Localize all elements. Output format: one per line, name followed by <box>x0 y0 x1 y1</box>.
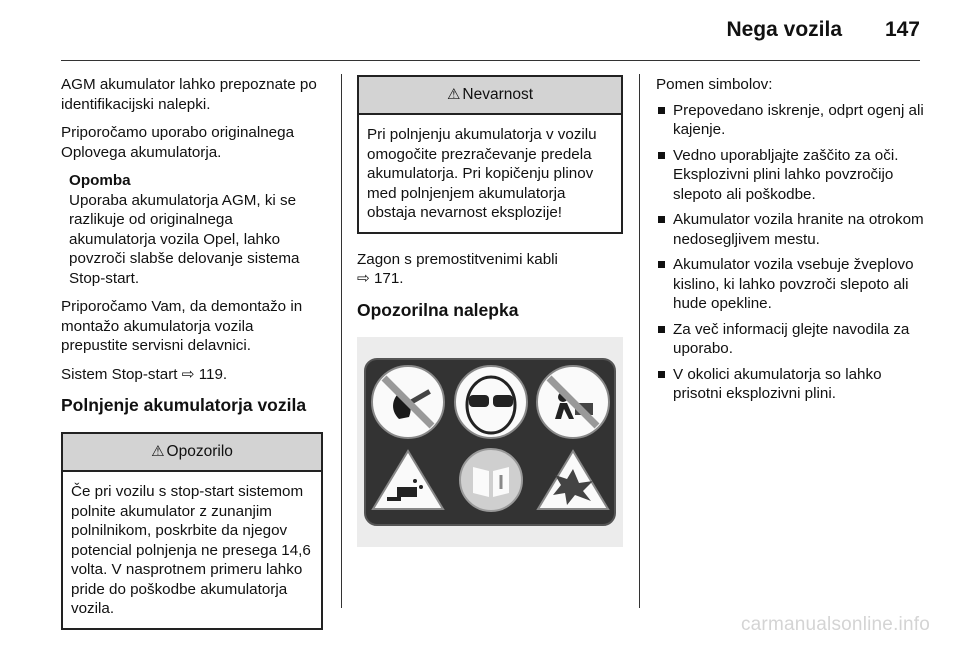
list-item: Prepovedano iskrenje, odprt ogenj ali kajenje. <box>656 101 924 140</box>
paragraph-agm-identify: AGM akumulator lahko prepoznate po identifikacijski nalepki. <box>61 76 317 113</box>
warning-box-header <box>63 434 321 472</box>
page-number: 147 <box>884 18 920 41</box>
page-reference-link[interactable]: 119. <box>198 365 228 383</box>
page-reference-link[interactable]: 171. <box>373 270 404 287</box>
arrow-icon: ⇨ <box>357 270 370 287</box>
danger-text: Pri polnjenju akumulatorja v vozilu omogočite prezračevanje predela akumulatorja. Pri kopičenju plinov med polnjenjem akumulatorja obstaja nevarnost eksplozije! <box>367 126 597 221</box>
warning-label-illustration <box>357 337 623 547</box>
list-item: Za več informacij glejte navodila za uporabo. <box>656 320 924 359</box>
warning-text: Če pri vozilu s stop-start sistemom polnite akumulator z zunanjim polnilnikom, poskrbite da njegov potencial polnjenja ne presega 14,6 volta. V nasprotnem primeru lahko pride do poškodbe akumulatorja vozila. <box>71 483 311 617</box>
note-text: Uporaba akumulatorja AGM, ki se razlikuje od originalnega akumulatorja vozila Opel, lahko povzroči slabše delovanje sistema Stop-start. <box>69 191 300 287</box>
paragraph-original-battery: Priporočamo uporabo originalnega Oplovega akumulatorja. <box>61 124 295 161</box>
note-title: Opomba <box>69 172 131 189</box>
list-item: Akumulator vozila hranite na otrokom nedosegljivem mestu. <box>656 210 924 249</box>
paragraph-jump-start-ref <box>357 250 623 289</box>
column-3 <box>656 75 924 410</box>
paragraph-stop-start-ref <box>61 365 323 385</box>
danger-box-header <box>359 77 621 115</box>
symbol-meanings-list <box>656 101 924 404</box>
column-2 <box>357 75 623 547</box>
warning-title: Opozorilo <box>166 443 233 460</box>
section-heading-label: Opozorilna nalepka <box>357 299 519 320</box>
reference-text: Zagon s premostitvenimi kabli <box>357 250 558 268</box>
warning-triangle-icon: ⚠ <box>151 443 165 460</box>
note-block <box>69 171 323 288</box>
danger-box <box>357 75 623 234</box>
keep-away-children-icon <box>537 366 609 438</box>
eye-protection-icon <box>455 366 527 438</box>
list-item: Vedno uporabljajte zaščito za oči. Eksplozivni plini lahko povzročijo slepoto ali poškodbe. <box>656 146 924 205</box>
column-divider-2 <box>639 74 640 608</box>
no-fire-icon <box>372 366 444 438</box>
column-divider-1 <box>341 74 342 608</box>
paragraph-workshop: Priporočamo Vam, da demontažo in montažo akumulatorja vozila prepustite servisni delavnici. <box>61 298 303 354</box>
read-manual-icon <box>460 449 522 511</box>
arrow-icon: ⇨ <box>181 365 195 383</box>
page-header <box>0 0 960 62</box>
section-heading-charging: Polnjenje akumulatorja vozila <box>61 395 307 415</box>
symbols-intro: Pomen simbolov: <box>656 76 773 93</box>
list-item: Akumulator vozila vsebuje žveplovo kislino, ki lahko povzroči slepoto ali hude opekline. <box>656 255 924 314</box>
header-rule <box>61 60 920 61</box>
danger-title: Nevarnost <box>462 86 534 103</box>
warning-box <box>61 432 323 630</box>
footer-watermark: carmanualsonline.info <box>740 614 930 635</box>
warning-triangle-icon: ⚠ <box>446 86 461 103</box>
page-title: Nega vozila <box>726 18 842 41</box>
list-item: V okolici akumulatorja so lahko prisotni eksplozivni plini. <box>656 365 924 404</box>
column-1 <box>61 75 323 646</box>
reference-text: Sistem Stop-start <box>61 365 178 383</box>
warning-label-figure <box>357 337 623 547</box>
